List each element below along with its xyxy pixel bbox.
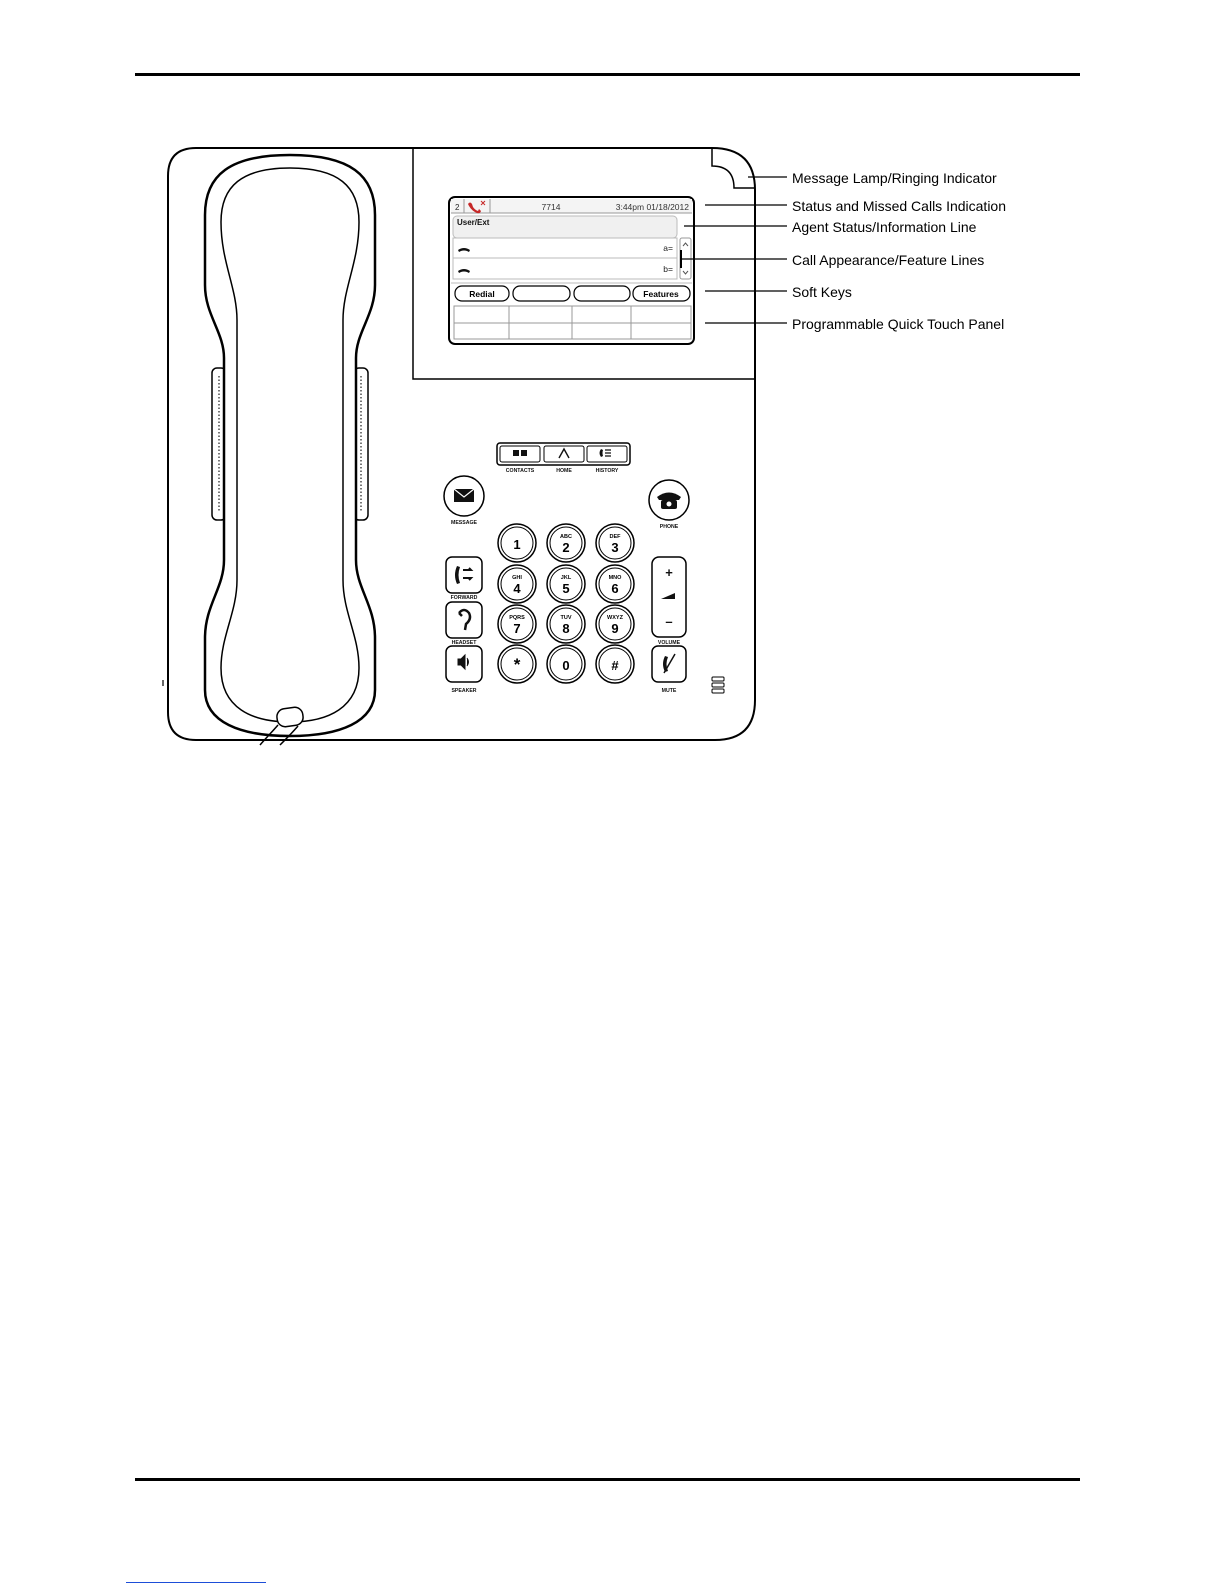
keypad-key-star[interactable]: [498, 645, 536, 683]
keypad-key-7[interactable]: [498, 605, 536, 643]
keypad-digit: 8: [562, 621, 570, 636]
headset-label: HEADSET: [451, 640, 477, 646]
keypad-digit: 4: [513, 581, 521, 596]
keypad-digit: 0: [562, 658, 570, 673]
keypad: [498, 524, 634, 683]
soft-key-4-label: Features: [643, 289, 679, 299]
keypad-letters: ABC: [560, 534, 572, 540]
keypad-letters: TUV: [560, 615, 572, 621]
callout-call-appearance: Call Appearance/Feature Lines: [792, 252, 985, 268]
keypad-letters: DEF: [609, 534, 621, 540]
status-count: 2: [455, 203, 460, 212]
status-datetime: 3:44pm 01/18/2012: [615, 202, 689, 212]
volume-label: VOLUME: [657, 640, 681, 646]
history-icon: [600, 449, 612, 457]
phone-label: PHONE: [659, 524, 679, 530]
footer-rule: [135, 1478, 1080, 1481]
soft-key-2[interactable]: [513, 286, 570, 301]
callout-soft-keys: Soft Keys: [792, 284, 852, 300]
callout-quick-touch-panel: Programmable Quick Touch Panel: [792, 316, 1005, 332]
call-line-b-label: b=: [663, 264, 673, 274]
keypad-key-2[interactable]: [547, 524, 585, 562]
quick-touch-panel[interactable]: [454, 306, 691, 339]
keypad-digit: #: [611, 658, 619, 673]
keypad-key-4[interactable]: [498, 565, 536, 603]
keypad-digit: 7: [513, 621, 521, 636]
keypad-letters: JKL: [560, 575, 572, 581]
envelope-icon: [454, 489, 474, 502]
call-line-a-label: a=: [663, 243, 673, 253]
keypad-letters: WXYZ: [607, 615, 623, 621]
keypad-digit: 2: [562, 540, 570, 555]
keypad-digit: 3: [611, 540, 619, 555]
keypad-key-5[interactable]: [547, 565, 585, 603]
keypad-letters: MNO: [608, 575, 622, 581]
keypad-digit: 1: [513, 537, 521, 552]
headset-button[interactable]: [446, 602, 482, 638]
contacts-icon: [513, 449, 527, 457]
history-button[interactable]: [587, 446, 627, 462]
forward-label: FORWARD: [450, 595, 478, 601]
history-label: HISTORY: [595, 468, 619, 474]
contacts-label: CONTACTS: [505, 468, 535, 474]
status-extension: 7714: [541, 202, 561, 212]
nav-keys: [497, 443, 630, 474]
soft-key-3[interactable]: [574, 286, 630, 301]
mute-label: MUTE: [661, 688, 677, 694]
volume-minus-label: –: [665, 614, 673, 629]
keypad-key-0[interactable]: [547, 645, 585, 683]
agent-status-line: User/Ext: [457, 218, 490, 227]
soft-key-1-label: Redial: [469, 289, 495, 299]
speaker-label: SPEAKER: [451, 688, 477, 694]
home-label: HOME: [556, 468, 572, 474]
keypad-key-6[interactable]: [596, 565, 634, 603]
ports: [712, 677, 724, 693]
call-appearance-a[interactable]: [453, 238, 677, 258]
message-label: MESSAGE: [451, 520, 477, 526]
keypad-digit: 9: [611, 621, 619, 636]
callout-status-missed-calls: Status and Missed Calls Indication: [792, 198, 1006, 214]
keypad-digit: 6: [611, 581, 619, 596]
keypad-key-3[interactable]: [596, 524, 634, 562]
callout-message-lamp: Message Lamp/Ringing Indicator: [792, 170, 997, 186]
volume-plus-label: +: [665, 565, 673, 580]
keypad-digit: 5: [562, 581, 570, 596]
call-appearance-b[interactable]: [453, 258, 677, 279]
keypad-key-9[interactable]: [596, 605, 634, 643]
callout-agent-status: Agent Status/Information Line: [792, 219, 977, 235]
keypad-key-8[interactable]: [547, 605, 585, 643]
keypad-letters: PQRS: [509, 615, 525, 621]
keypad-key-hash[interactable]: [596, 645, 634, 683]
keypad-key-1[interactable]: [498, 524, 536, 562]
keypad-digit: *: [513, 655, 521, 674]
handset: [205, 155, 375, 736]
forward-button[interactable]: [446, 557, 482, 593]
footer-link-underline: [126, 1582, 266, 1583]
keypad-letters: GHI: [512, 575, 522, 581]
